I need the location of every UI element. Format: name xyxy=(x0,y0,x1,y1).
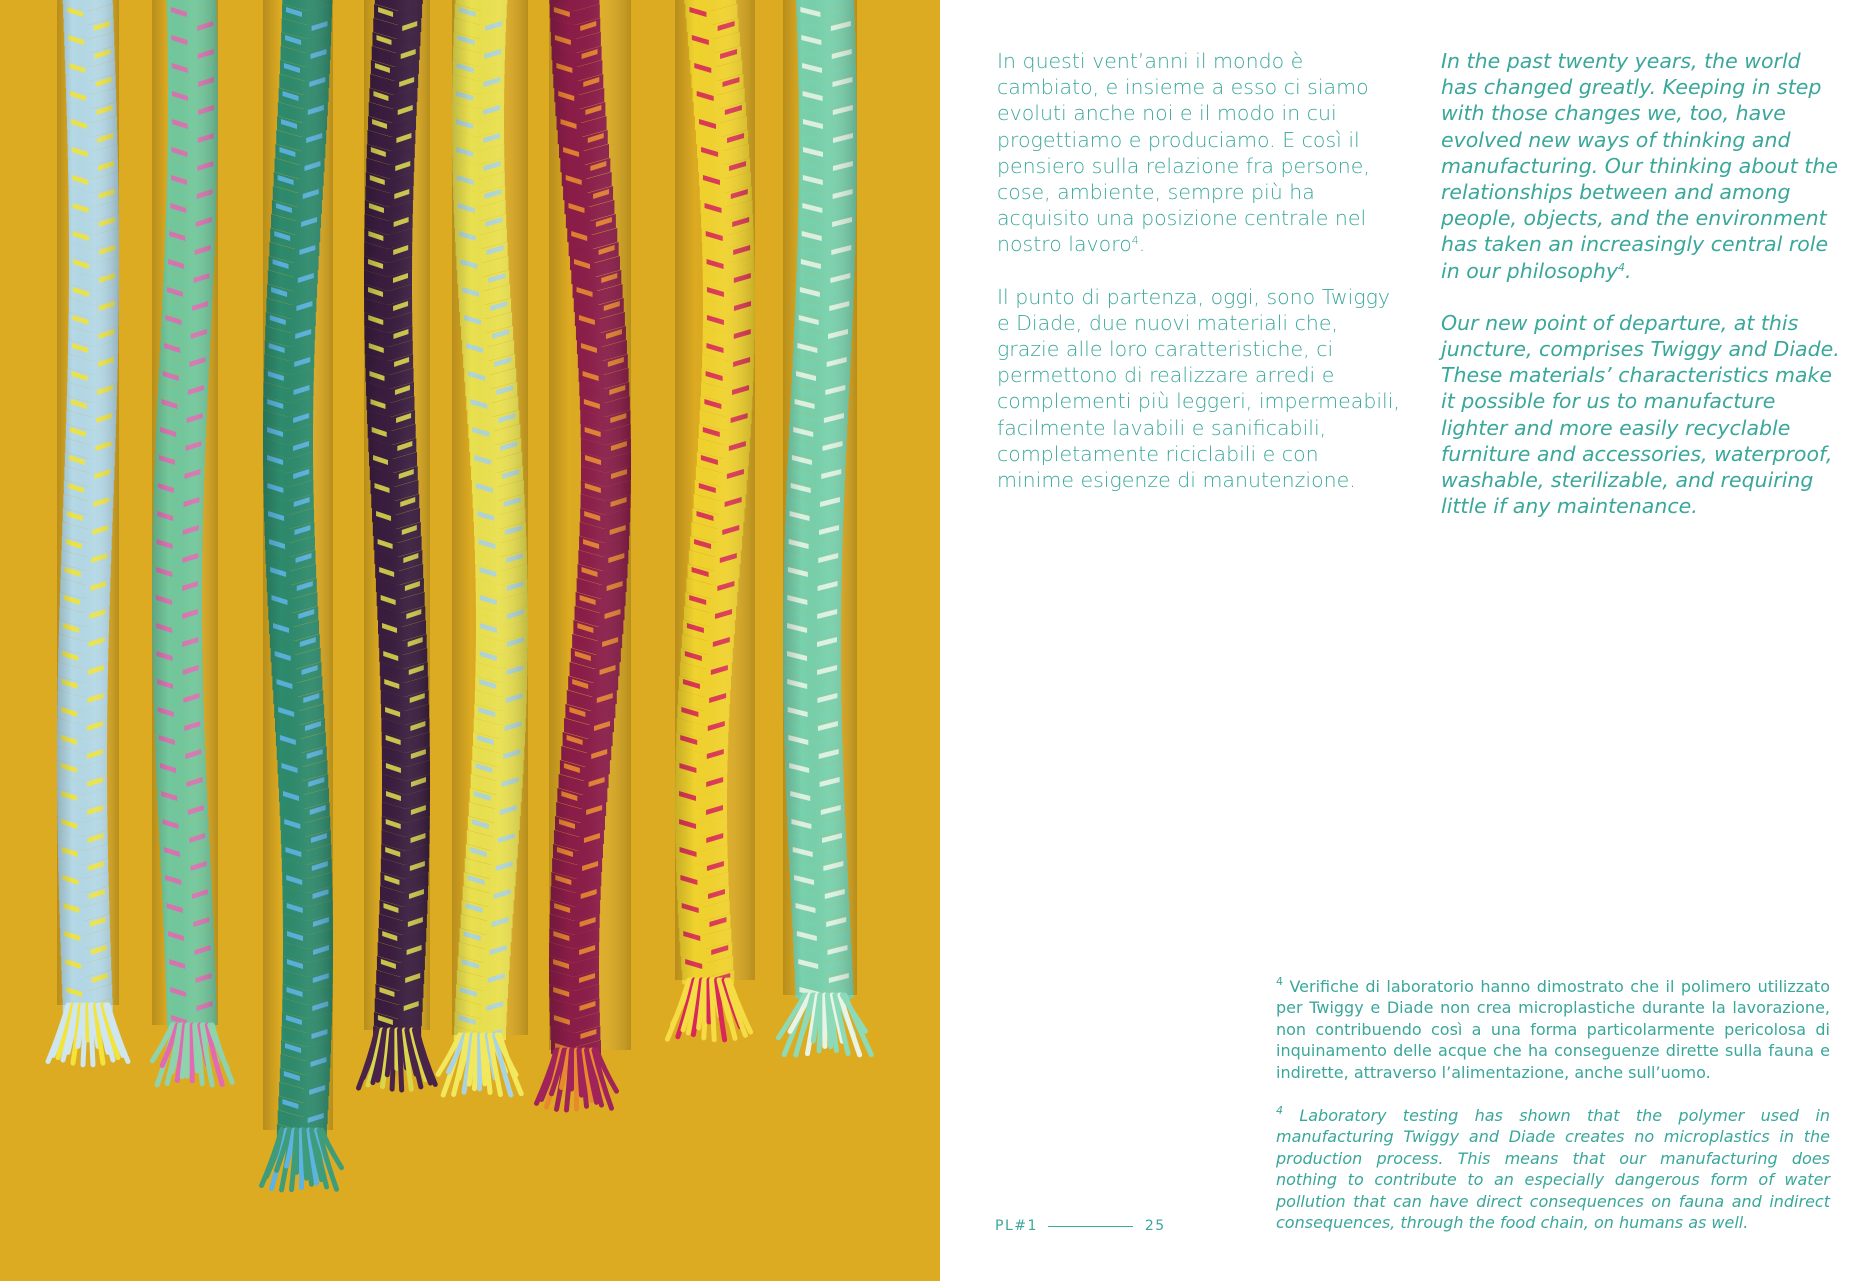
braided-cord xyxy=(778,0,871,1055)
braided-cord xyxy=(438,0,528,1095)
footnote-marker: 4 xyxy=(1276,1104,1283,1118)
italian-paragraph-1 xyxy=(997,48,1402,258)
italian-paragraph-1-text: In questi vent’anni il mondo è cambiato, e insieme a esso ci siamo evoluti anche noi e il modo in cui progettiamo e produciamo. E così il pensiero sulla relazione fra persone, cose, ambiente, sempre più ha acquisito una posizione centrale nel nostro lavoro xyxy=(997,49,1370,257)
publication-label: PL#1 xyxy=(995,1218,1038,1234)
italian-paragraph-2: Il punto di partenza, oggi, sono Twiggy e Diade, due nuovi materiali che, grazie alle loro caratteristiche, ci permettono di realizzare arredi e complementi più leggeri, impermeabili, facilmente lavabili e sanificabili, completamente riciclabili e con minime esigenze di manutenzione. xyxy=(997,284,1400,493)
footnote-marker: 4 xyxy=(1276,975,1283,988)
page-folio xyxy=(995,1216,1166,1236)
english-paragraph-2: Our new point of departure, at this juncture, comprises Twiggy and Diade. These materials’ characteristics make it possible for us to manufacture lighter and more easily recyclable furniture and accessories, waterproof, washable, sterilizable, and requiring little if any maintenance. xyxy=(1441,310,1840,519)
footnote-italian xyxy=(1276,976,1830,1083)
page-number: 25 xyxy=(1144,1218,1166,1234)
folio-rule xyxy=(1048,1226,1133,1227)
footnote-ref: 4 xyxy=(1131,234,1139,248)
english-paragraph-1 xyxy=(1441,48,1841,284)
italian-text-column xyxy=(997,48,1402,519)
braided-cord xyxy=(358,0,435,1090)
english-paragraph-1-end: . xyxy=(1624,258,1632,283)
footnote-ref: 4 xyxy=(1617,260,1625,274)
footnote-english xyxy=(1276,1105,1830,1233)
english-paragraph-1-text: In the past twenty years, the world has changed greatly. Keeping in step with those changes we, too, have evolved new ways of thinking and manufacturing. Our thinking about the relationships between and among people, objects, and the environment has taken an increasingly central role in our philosophy xyxy=(1441,49,1838,283)
italian-paragraph-1-end: . xyxy=(1138,232,1146,257)
braided-cord xyxy=(667,0,755,1040)
braided-cord xyxy=(262,0,342,1190)
footnote-italian-text: Verifiche di laboratorio hanno dimostrato che il polimero utilizzato per Twiggy e Diade non crea microplastiche durante la lavorazione, non contribuendo così a una forma particolarmente pericolosa di inquinamento delle acque che ha conseguenze dirette sulla fauna e indirette, attraverso l’alimentazione, anche sull’uomo. xyxy=(1276,977,1830,1082)
braided-cord xyxy=(152,0,232,1085)
braided-cord xyxy=(48,0,128,1065)
english-text-column xyxy=(1441,48,1841,545)
footnote-english-text: Laboratory testing has shown that the polymer used in manufacturing Twiggy and Diade creates no microplastics in the production process. This means that our manufacturing does nothing to contribute to an especially dangerous form of water pollution that can have direct consequences on fauna and indirect consequences, through the food chain, on humans as well. xyxy=(1276,1106,1830,1233)
footnotes xyxy=(1276,976,1830,1255)
braided-cord xyxy=(537,0,631,1110)
